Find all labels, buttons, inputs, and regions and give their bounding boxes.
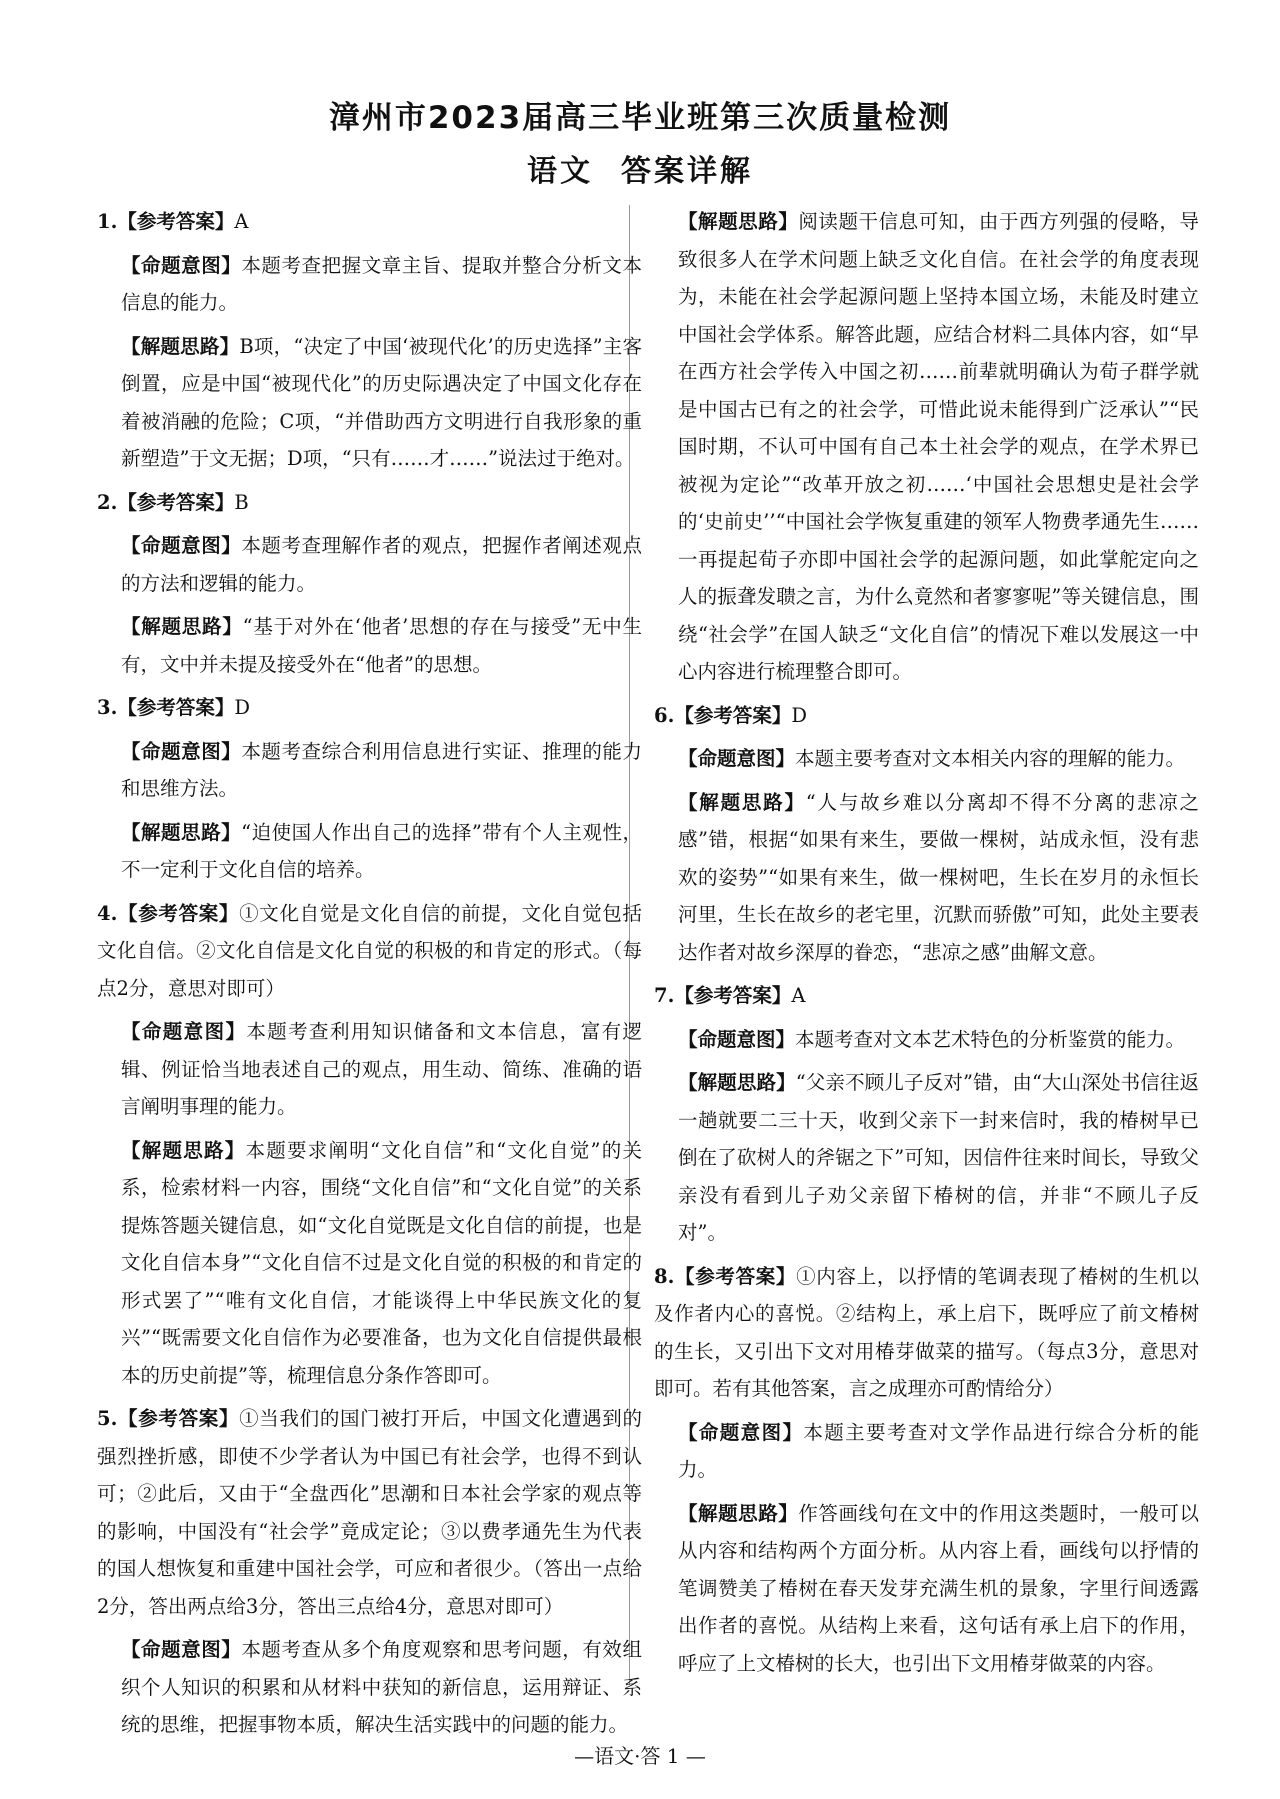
question-number: 4. [97, 901, 118, 925]
approach-tag: 【解题思路】 [121, 334, 240, 358]
intent-tag: 【命题意图】 [121, 253, 242, 277]
approach-tag: 【解题思路】 [678, 1071, 796, 1094]
question-number: 6. [654, 703, 675, 727]
answer-text: D [791, 703, 808, 727]
question-2 [97, 484, 642, 684]
intent-tag: 【命题意图】 [121, 534, 242, 557]
answer-text: ①内容上，以抒情的笔调表现了椿树的生机以及作者内心的喜悦。②结构上，承上启下，既呼应了前文椿树的生长，又引出下文对用椿芽做菜的描写。（每点3分，意思对即可。若有其他答案，言之成理亦可酌情给分） [654, 1264, 1199, 1400]
intent-text: 本题主要考查对文学作品进行综合分析的能力。 [678, 1420, 1199, 1481]
subject-label: 语文 [527, 154, 593, 189]
approach-text: 本题要求阐明“文化自信”和“文化自觉”的关系，检索材料一内容，围绕“文化自信”和“文化自觉”的关系提炼答题关键信息，如“文化自觉既是文化自信的前提，也是文化自信本身”“文化自信不过是文化自觉的积极的和肯定的形式罢了”“唯有文化自信，才能谈得上中华民族文化的复兴”“既需要文化自信作为必要准备，也为文化自信提供最根本的历史前提”等，梳理信息分条作答即可。 [121, 1138, 642, 1387]
intent-text: 本题考查对文本艺术特色的分析鉴赏的能力。 [795, 1027, 1186, 1051]
answer-text: A [791, 984, 806, 1007]
page-footer: —语文·答 1 — [574, 1744, 706, 1768]
subtitle-label: 答案详解 [621, 154, 753, 189]
approach-tag: 【解题思路】 [678, 790, 806, 814]
intent-text: 本题考查把握文章主旨、提取并整合分析文本信息的能力。 [121, 253, 642, 314]
intent-tag: 【命题意图】 [121, 1020, 247, 1043]
approach-text: 阅读题干信息可知，由于西方列强的侵略，导致很多人在学术问题上缺乏文化自信。在社会学的角度表现为，未能在社会学起源问题上坚持本国立场，未能及时建立中国社会学体系。解答此题，应结合材料二具体内容，如“早在西方社会学传入中国之初……前辈就明确认为荀子群学就是中国古已有之的社会学，可惜此说未能得到广泛承认”“民国时期，不认可中国有自己本土社会学的观点，在学术界已被视为定论”“改革开放之初……‘中国社会思想史是社会学的‘史前史’’“中国社会学恢复重建的领军人物费孝通先生……一再提起荀子亦即中国社会学的起源问题，如此掌舵定向之人的振聋发聩之言，为什么竟然和者寥寥呢”等关键信息，围绕“社会学”在国人缺乏“文化自信”的情况下难以发展这一中心内容进行梳理整合即可。 [678, 210, 1199, 683]
answer-text: ①文化自觉是文化自信的前提，文化自觉包括文化自信。②文化自信是文化自觉的积极的和肯定的形式。（每点2分，意思对即可） [97, 901, 642, 1000]
intent-tag: 【命题意图】 [678, 1027, 796, 1051]
approach-tag: 【解题思路】 [121, 1138, 246, 1162]
approach-tag: 【解题思路】 [121, 615, 243, 638]
approach-text: “人与故乡难以分离却不得不分离的悲凉之感”错，根据“如果有来生，要做一棵树，站成永恒，没有悲欢的姿势”“如果有来生，做一棵树吧，生长在岁月的永恒长河里，生长在故乡的老宅里，沉默而骄傲”可知，此处主要表达作者对故乡深厚的眷恋，“悲凉之感”曲解文意。 [678, 790, 1199, 964]
question-number: 5. [97, 1407, 118, 1430]
page-title: 漳州市2023届高三毕业班第三次质量检测 [328, 100, 952, 136]
question-number: 2. [97, 490, 118, 514]
answer-tag: 【参考答案】 [117, 490, 235, 514]
answer-text: ①当我们的国门被打开后，中国文化遭遇到的强烈挫折感，即使不少学者认为中国已有社会学，也得不到认可；②此后，又由于“全盘西化”思潮和日本社会学家的观点等的影响，中国没有“社会学”竟成定论；③以费孝通先生为代表的国人想恢复和重建中国社会学，可应和者很少。（答出一点给2分，答出两点给3分，答出三点给4分，意思对即可） [97, 1407, 642, 1618]
answer-tag: 【参考答案】 [674, 984, 792, 1007]
question-7 [654, 977, 1199, 1252]
approach-text: “迫使国人作出自己的选择”带有个人主观性，不一定利于文化自信的培养。 [121, 820, 642, 881]
answer-tag: 【参考答案】 [674, 703, 792, 727]
question-8 [654, 1258, 1199, 1683]
question-number: 8. [654, 1264, 675, 1288]
intent-text: 本题考查理解作者的观点，把握作者阐述观点的方法和逻辑的能力。 [121, 534, 642, 595]
answer-text: D [234, 696, 251, 719]
intent-tag: 【命题意图】 [121, 1638, 242, 1661]
question-number: 7. [654, 984, 675, 1007]
intent-tag: 【命题意图】 [678, 1420, 804, 1444]
left-column [97, 203, 642, 1750]
intent-text: 本题考查利用知识储备和文本信息，富有逻辑、例证恰当地表述自己的观点，用生动、简练、准确的语言阐明事理的能力。 [121, 1020, 642, 1118]
intent-tag: 【命题意图】 [678, 747, 796, 770]
approach-text: “父亲不顾儿子反对”错，由“大山深处书信往返一趟就要二三十天，收到父亲下一封来信时，我的椿树早已倒在了砍树人的斧锯之下”可知，因信件往来时间长，导致父亲没有看到儿子劝父亲留下椿树的信，并非“不顾儿子反对”。 [678, 1071, 1199, 1244]
question-5 [97, 1400, 642, 1744]
answer-tag: 【参考答案】 [117, 901, 240, 925]
approach-tag: 【解题思路】 [678, 1501, 799, 1525]
approach-text: “基于对外在‘他者’思想的存在与接受”无中生有，文中并未提及接受外在“他者”的思想。 [121, 615, 642, 676]
question-5-continued [654, 203, 1199, 691]
intent-text: 本题考查从多个角度观察和思考问题，有效组织个人知识的积累和从材料中获知的新信息，运用辩证、系统的思维，把握事物本质，解决生活实践中的问题的能力。 [121, 1638, 642, 1736]
answer-text: B [234, 490, 249, 514]
approach-tag: 【解题思路】 [678, 210, 799, 233]
question-3 [97, 689, 642, 889]
question-1 [97, 203, 642, 478]
question-4 [97, 895, 642, 1395]
answer-text: A [234, 210, 249, 233]
approach-text: B项，“决定了中国‘被现代化’的历史选择”主客倒置，应是中国“被现代化”的历史际遇决定了中国文化存在着被消融的危险；C项，“并借助西方文明进行自我形象的重新塑造”于文无据；D项，“只有……才……”说法过于绝对。 [121, 334, 642, 470]
intent-text: 本题主要考查对文本相关内容的理解的能力。 [795, 747, 1186, 770]
answer-tag: 【参考答案】 [117, 696, 235, 719]
intent-tag: 【命题意图】 [121, 739, 242, 763]
question-6 [654, 697, 1199, 972]
question-number: 1. [97, 210, 118, 233]
intent-text: 本题考查综合利用信息进行实证、推理的能力和思维方法。 [121, 739, 642, 800]
approach-text: 作答画线句在文中的作用这类题时，一般可以从内容和结构两个方面分析。从内容上看，画线句以抒情的笔调赞美了椿树在春天发芽充满生机的景象，字里行间透露出作者的喜悦。从结构上来看，这句话有承上启下的作用，呼应了上文椿树的长大，也引出下文用椿芽做菜的内容。 [678, 1501, 1199, 1675]
question-number: 3. [97, 696, 118, 719]
answer-tag: 【参考答案】 [117, 210, 235, 233]
answer-tag: 【参考答案】 [674, 1264, 797, 1288]
page-subtitle [0, 146, 1280, 190]
approach-tag: 【解题思路】 [121, 820, 242, 844]
right-column [654, 203, 1199, 1688]
answer-tag: 【参考答案】 [117, 1407, 240, 1430]
